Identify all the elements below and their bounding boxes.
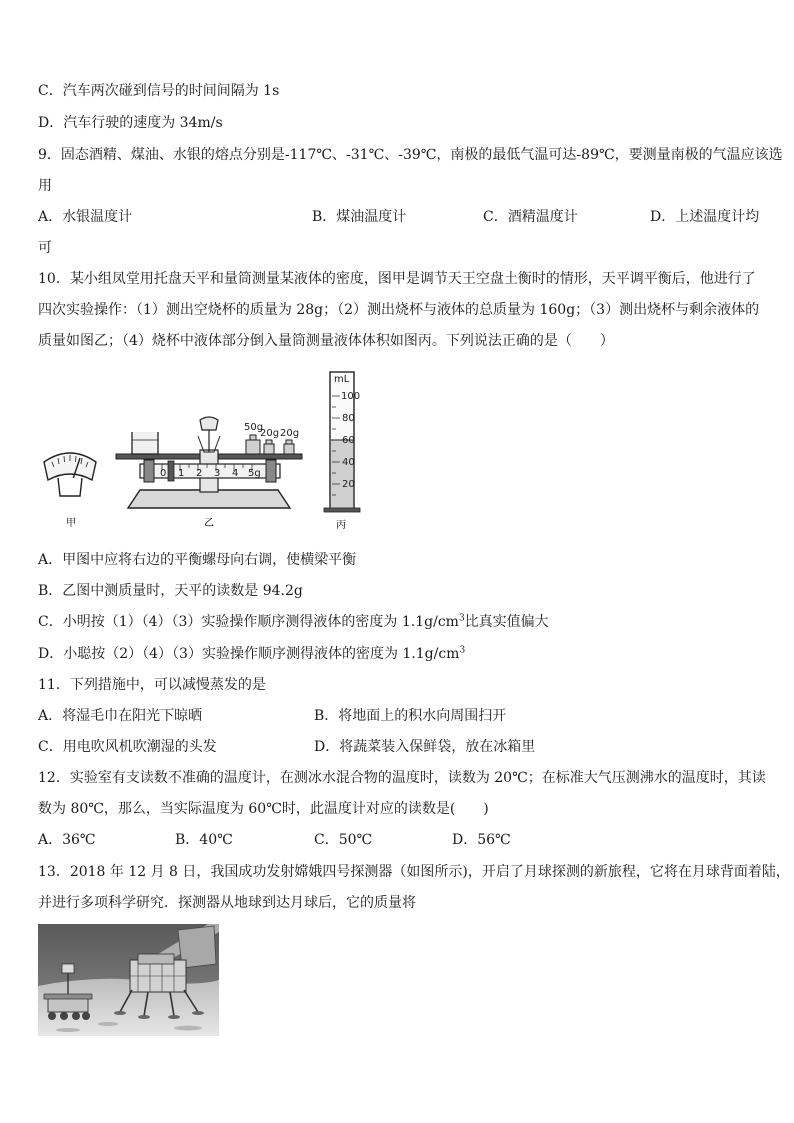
- cylinder-tick-20: 20: [342, 479, 355, 490]
- q10-stem-line2: 四次实验操作：（1）测出空烧杯的质量为 28g；（2）测出烧杯与液体的总质量为 160g；（3）测出烧杯与剩余液体的: [38, 302, 760, 318]
- q12-option-c: C．50℃: [314, 832, 373, 848]
- cylinder-tick-40: 40: [342, 457, 355, 468]
- balance-pointer-dial: [44, 453, 96, 496]
- q11-option-b: B．将地面上的积水向周围扫开: [314, 708, 507, 724]
- graduated-cylinder: [324, 372, 360, 512]
- q12-option-d: D．56℃: [452, 832, 511, 848]
- label-yi: 乙: [204, 518, 214, 529]
- q11-option-d: D．将蔬菜装入保鲜袋，放在冰箱里: [314, 739, 536, 755]
- balance-scale: [116, 417, 302, 508]
- cylinder-unit: mL: [334, 374, 350, 385]
- q9-option-d: D．上述温度计均: [650, 209, 760, 225]
- q10-option-a: A．甲图中应将右边的平衡螺母向右调，使横梁平衡: [38, 552, 357, 568]
- q9-option-d-cont: 可: [38, 240, 52, 256]
- q10-option-c: C．小明按（1）（4）（3）实验操作顺序测得液体的密度为 $1.1g/cm^3$比真实值偏大: [38, 613, 549, 630]
- scale-number-1: 1: [178, 468, 185, 479]
- label-bing: 丙: [336, 520, 346, 531]
- lunar-lander-photo: [38, 924, 219, 1036]
- q11-stem: 11．下列措施中，可以减慢蒸发的是: [38, 677, 266, 693]
- q10-option-b: B．乙图中测质量时，天平的读数是 94.2g: [38, 583, 303, 599]
- q13-stem-line2: 并进行多项科学研究．探测器从地球到达月球后，它的质量将: [38, 895, 416, 911]
- q12-option-b: B．40℃: [175, 832, 233, 848]
- q9-option-a: A．水银温度计: [38, 209, 133, 225]
- cylinder-tick-60: 60: [342, 435, 355, 446]
- q9-stem-line1: 9．固态酒精、煤油、水银的熔点分别是-117℃、-31℃、-39℃，南极的最低气温可达-89℃，要测量南极的气温应该选: [38, 147, 783, 163]
- scale-number-3: 3: [214, 468, 221, 479]
- weight-label-50g: 50g: [244, 422, 264, 433]
- label-jia: 甲: [66, 518, 76, 529]
- q12-stem-line1: 12．实验室有支读数不准确的温度计，在测冰水混合物的温度时，读数为 20℃；在标准大气压测沸水的温度时，其读: [38, 770, 766, 786]
- q10-stem-line3: 质量如图乙；（4）烧杯中液体部分倒入量筒测量液体体积如图丙。下列说法正确的是（ ）: [38, 333, 614, 349]
- scale-number-0: 0: [160, 468, 167, 479]
- weight-label-20g-2: 20g: [280, 428, 300, 439]
- q12-stem-line2: 数为 80℃，那么，当实际温度为 60℃时，此温度计对应的读数是( ): [38, 801, 489, 817]
- q9-stem-line2: 用: [38, 178, 52, 194]
- q10-stem-line1: 10．某小组凤堂用托盘天平和量筒测量某液体的密度，图甲是调节天王空盘土衡时的情形，天平调平衡后，他进行了: [38, 271, 756, 287]
- q11-option-c: C．用电吹风机吹潮湿的头发: [38, 739, 217, 755]
- weight-label-20g-1: 20g: [260, 428, 280, 439]
- q8-option-d: D．汽车行驶的速度为 34m/s: [38, 115, 223, 131]
- q11-option-a: A．将湿毛巾在阳光下晾晒: [38, 708, 203, 724]
- balance-figure: [40, 368, 370, 538]
- q8-option-c: C．汽车两次碰到信号的时间间隔为 1s: [38, 83, 280, 99]
- cylinder-tick-80: 80: [342, 413, 355, 424]
- q12-option-a: A．36℃: [38, 832, 96, 848]
- scale-number-5: 5g: [248, 468, 261, 479]
- cylinder-tick-100: 100: [341, 391, 361, 402]
- scale-number-4: 4: [232, 468, 239, 479]
- q9-option-c: C．酒精温度计: [483, 209, 578, 225]
- q13-stem-line1: 13．2018 年 12 月 8 日，我国成功发射嫦娥四号探测器（如图所示)，开启了月球探测的新旅程，它将在月球背面着陆，: [38, 864, 790, 880]
- scale-number-2: 2: [196, 468, 203, 479]
- q9-option-b: B．煤油温度计: [312, 209, 407, 225]
- q10-option-d: D．小聪按（2）（4）（3）实验操作顺序测得液体的密度为 $1.1g/cm^3$: [38, 645, 466, 662]
